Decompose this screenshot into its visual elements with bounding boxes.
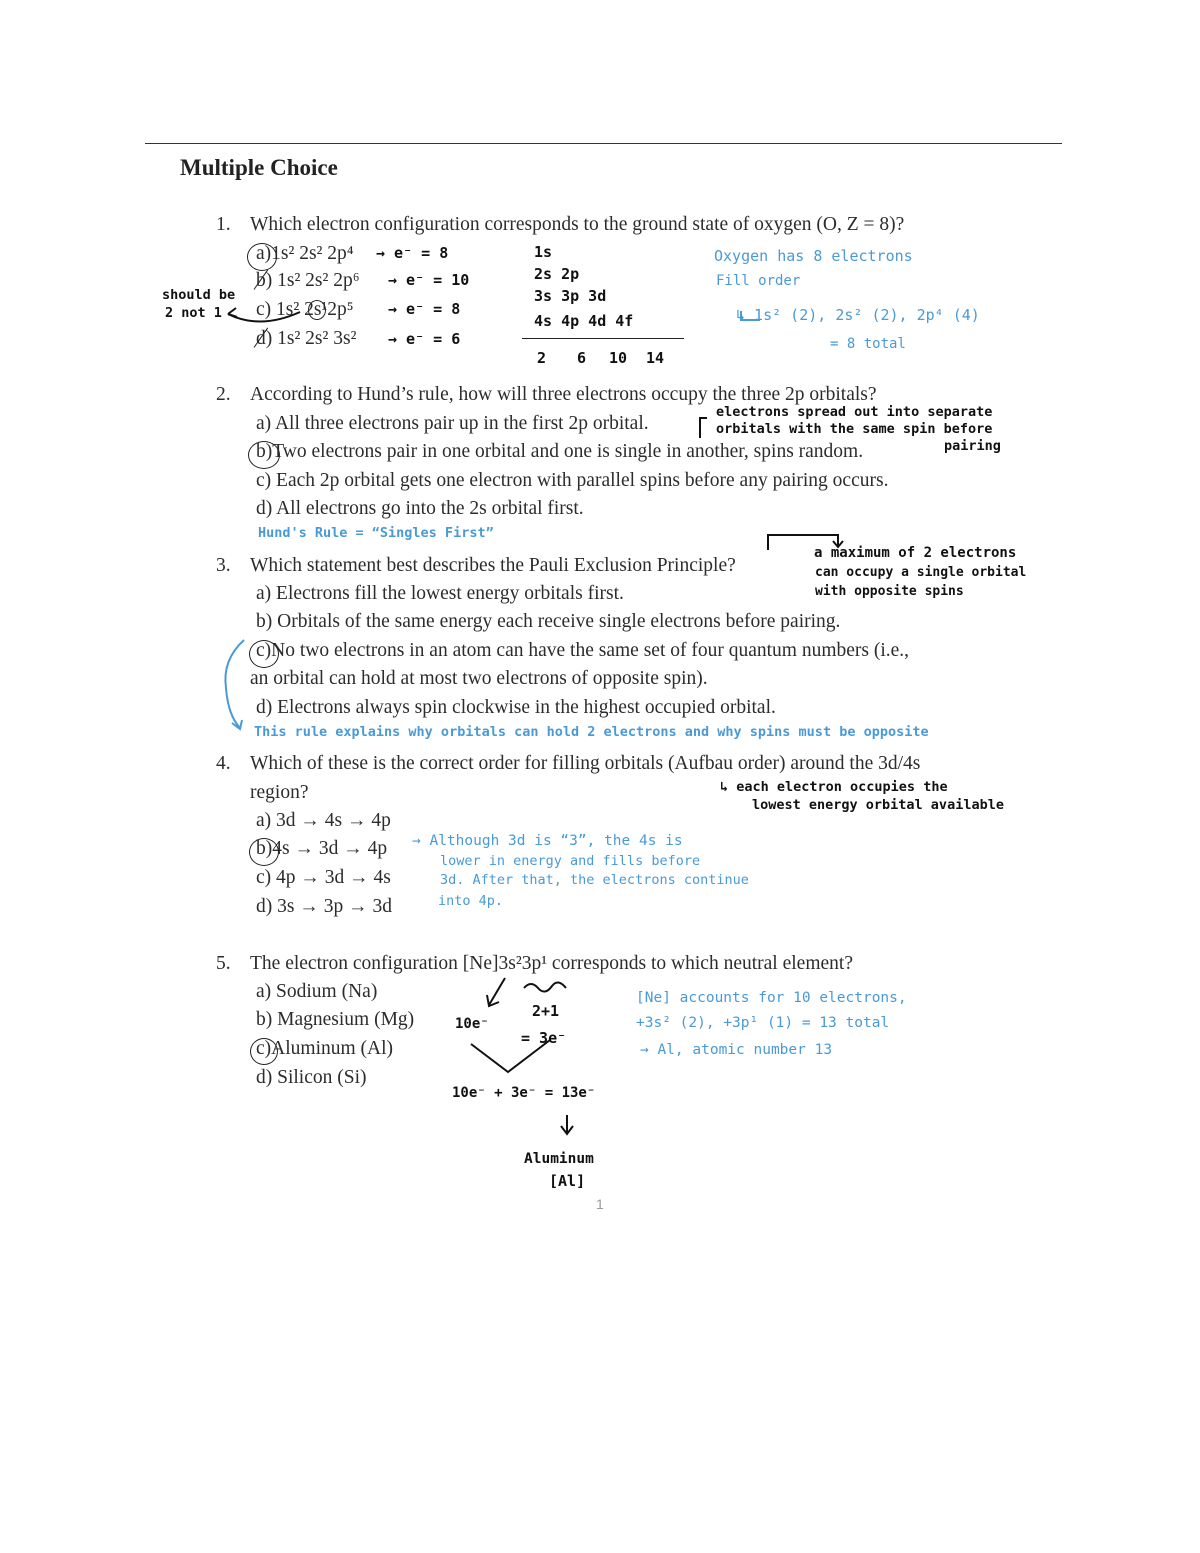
q1-blue-note-2: Fill order — [716, 273, 801, 289]
q2-option-c-letter: c) — [256, 470, 272, 491]
q2-option-a-letter: a) — [256, 413, 272, 434]
q4-blue-note-line-2: lower in energy and fills before — [440, 853, 701, 869]
q5-option-a-text: Sodium (Na) — [276, 981, 378, 1002]
q4-option-b-text: 4s → 3d → 4p — [272, 838, 388, 859]
q2-number: 2. — [216, 384, 231, 405]
q5-option-d-letter: d) — [256, 1067, 273, 1088]
converge-lines — [471, 1040, 550, 1072]
q2-option-c-text: Each 2p orbital gets one electron with parallel spins before any pairing occurs. — [276, 470, 889, 491]
q1-option-c-letter: c) — [256, 299, 272, 320]
blue-bent-arrow — [741, 311, 760, 320]
q5-option-b-text: Magnesium (Mg) — [277, 1009, 415, 1030]
correction-arrow — [228, 312, 300, 322]
q4-note-line-1: ↳ each electron occupies the — [720, 779, 948, 795]
fill-row-2: 2s 2p — [534, 265, 580, 283]
q1-side-note-1: should be — [162, 287, 236, 303]
q5-option-c-letter: c) — [256, 1038, 272, 1059]
q4-blue-note-line-3: 3d. After that, the electrons continue — [440, 872, 749, 888]
q4-option-d-text: 3s → 3p → 3d — [277, 896, 392, 917]
q3-option-b-letter: b) — [256, 611, 273, 632]
q3-note-line-1: a maximum of 2 electrons — [814, 545, 1017, 561]
q5-number: 5. — [216, 953, 231, 974]
q4-blue-note-line-4: into 4p. — [438, 893, 504, 909]
q3-option-d-letter: d) — [256, 697, 273, 718]
q1-option-b-letter: b) — [256, 270, 273, 291]
q1-blue-note-3: ↳ 1s² (2), 2s² (2), 2p⁴ (4) — [736, 306, 980, 324]
q1-blue-note-1: Oxygen has 8 electrons — [714, 247, 913, 265]
blue-bracket — [225, 640, 244, 728]
q4-blue-note-line-1: → Although 3d is “3”, the 4s is — [412, 833, 683, 849]
fill-total-p: 6 — [577, 349, 587, 367]
q2-note-line-2: orbitals with the same spin before — [716, 421, 993, 437]
q5-blue-note-line-3: → Al, atomic number 13 — [640, 1042, 833, 1058]
q2-note-line-3: pairing — [944, 438, 1001, 454]
q3-blue-note: This rule explains why orbitals can hold 2 electrons and why spins must be opposite — [254, 724, 929, 740]
q2-note-line-1: electrons spread out into separate — [716, 404, 993, 420]
q2-question: According to Hund’s rule, how will three electrons occupy the three 2p orbitals? — [250, 384, 877, 405]
q2-option-b-text: Two electrons pair in one orbital and one is single in another, spins random. — [272, 441, 864, 462]
q5-option-d-text: Silicon (Si) — [277, 1067, 367, 1088]
q5-option-a-letter: a) — [256, 981, 272, 1002]
q4-number: 4. — [216, 753, 231, 774]
q3-option-c-continued: an orbital can hold at most two electrons of opposite spin). — [250, 668, 708, 689]
q3-option-c-text: No two electrons in an atom can have the same set of four quantum numbers (i.e., — [271, 640, 910, 661]
q4-option-b-letter: b) — [256, 838, 273, 859]
q2-option-d-text: All electrons go into the 2s orbital first. — [276, 498, 584, 519]
fill-row-1: 1s — [534, 243, 553, 261]
q5-work-answer-symbol: [Al] — [549, 1172, 586, 1190]
q1-option-c-note: → e⁻ = 8 — [388, 300, 461, 318]
q4-option-a-text: 3d → 4s → 4p — [276, 810, 391, 831]
q3-option-a-text: Electrons fill the lowest energy orbitals first. — [276, 583, 624, 604]
fill-total-f: 14 — [646, 349, 665, 367]
q2-option-b-letter: b) — [256, 441, 273, 462]
q5-blue-note-line-1: [Ne] accounts for 10 electrons, — [636, 990, 907, 1006]
q3-note-line-3: with opposite spins — [815, 584, 964, 599]
q2-option-a-text: All three electrons pair up in the first 2p orbital. — [274, 413, 649, 434]
brace-mark — [524, 982, 566, 991]
fill-total-d: 10 — [609, 349, 628, 367]
q1-number: 1. — [216, 214, 231, 235]
fill-row-4: 4s 4p 4d 4f — [534, 312, 634, 330]
q4-option-a-letter: a) — [256, 810, 272, 831]
q5-work-total: 10e⁻ + 3e⁻ = 13e⁻ — [452, 1085, 596, 1101]
q5-option-c-text: Aluminum (Al) — [271, 1038, 394, 1059]
q5-question: The electron configuration [Ne]3s²3p¹ corresponds to which neutral element? — [250, 953, 853, 974]
q1-option-a-letter: a) — [256, 243, 272, 264]
q2-option-d-letter: d) — [256, 498, 273, 519]
q1-option-d-text: 1s² 2s² 3s² — [277, 328, 357, 349]
q1-option-b-note: → e⁻ = 10 — [388, 271, 470, 289]
q3-number: 3. — [216, 555, 231, 576]
q5-option-b-letter: b) — [256, 1009, 273, 1030]
section-title: Multiple Choice — [180, 155, 338, 180]
q4-question-line-2: region? — [250, 782, 309, 803]
q3-note-line-2: can occupy a single orbital — [815, 565, 1027, 580]
q1-option-a-note: → e⁻ = 8 — [376, 244, 449, 262]
q4-question-line-1: Which of these is the correct order for filling orbitals (Aufbau order) around the 3d/4s — [250, 753, 921, 774]
q1-option-b-text: 1s² 2s² 2p⁶ — [277, 270, 360, 291]
q3-question: Which statement best describes the Pauli Exclusion Principle? — [250, 555, 736, 576]
bracket-arrow — [700, 418, 707, 438]
fill-total-s: 2 — [537, 349, 547, 367]
bracket-arrow — [768, 535, 838, 550]
q4-option-d-letter: d) — [256, 896, 273, 917]
q4-option-c-letter: c) — [256, 867, 272, 888]
q5-work-ne: 10e⁻ — [455, 1016, 489, 1032]
q1-question: Which electron configuration corresponds to the ground state of oxygen (O, Z = 8)? — [250, 214, 905, 235]
q2-blue-note: Hund's Rule = “Singles First” — [258, 525, 494, 541]
q1-option-d-note: → e⁻ = 6 — [388, 330, 461, 348]
q1-side-note-2: 2 not 1 — [165, 305, 222, 321]
q1-option-d-letter: d) — [256, 328, 273, 349]
fill-row-3: 3s 3p 3d — [534, 287, 607, 305]
q5-work-eq: = 3e⁻ — [521, 1029, 567, 1047]
q5-blue-note-line-2: +3s² (2), +3p¹ (1) = 13 total — [636, 1015, 890, 1031]
q3-option-a-letter: a) — [256, 583, 272, 604]
q5-work-answer-name: Aluminum — [524, 1151, 594, 1167]
q4-note-line-2: lowest energy orbital available — [752, 797, 1004, 813]
q1-option-c-text: 1s² 2s¹2p⁵ — [276, 299, 354, 320]
q3-option-d-text: Electrons always spin clockwise in the highest occupied orbital. — [277, 697, 776, 718]
q1-blue-note-4: = 8 total — [830, 336, 906, 352]
q3-option-c-letter: c) — [256, 640, 272, 661]
q1-option-a-text: 1s² 2s² 2p⁴ — [271, 243, 354, 264]
q4-option-c-text: 4p → 3d → 4s — [276, 867, 391, 888]
page-number: 1 — [596, 1196, 604, 1212]
down-left-arrow — [489, 978, 505, 1005]
q3-option-b-text: Orbitals of the same energy each receive single electrons before pairing. — [277, 611, 841, 632]
q5-work-sum: 2+1 — [532, 1002, 560, 1020]
